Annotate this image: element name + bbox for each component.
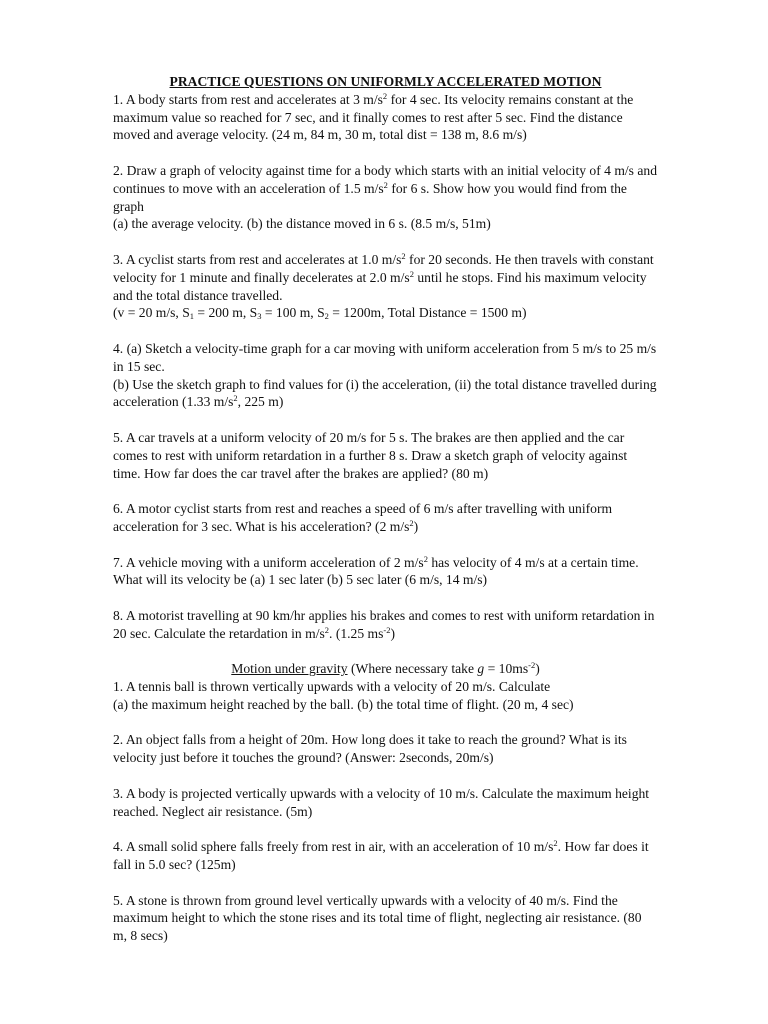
question-6 bbox=[113, 500, 658, 536]
question-subparts: (b) Use the sketch graph to find values for (i) the acceleration, (ii) the total distance travelled during acceleration (1.33 $m/s^2$, 225 m) bbox=[113, 376, 657, 410]
question-subparts: (a) the average velocity. (b) the distance moved in 6 s. (8.5 m/s, 51m) bbox=[113, 216, 491, 232]
gravity-question-3 bbox=[113, 785, 658, 821]
gravity-question-2 bbox=[113, 731, 658, 767]
question-text: 6. A motor cyclist starts from rest and reaches a speed of 6 m/s after travelling with uniform acceleration for 3 sec. What is his acceleration? (2 $m/s^2$) bbox=[113, 501, 613, 534]
question-text: 4. (a) Sketch a velocity-time graph for a car moving with uniform acceleration from 5 m/s to 25 m/s in 15 sec. bbox=[113, 340, 657, 374]
gravity-question-1 bbox=[113, 678, 658, 714]
question-5 bbox=[113, 429, 658, 482]
question-text: 1. A body starts from rest and accelerates at 3 $m/s^2$ for 4 sec. Its velocity remains constant at the maximum value so reached for 7 sec, and it finally comes to rest after 5 sec. Find the distance moved and average velocity. (24 m, 84 m, 30 m, total dist = 138 m, 8.6 m/s) bbox=[113, 90, 634, 143]
question-3 bbox=[113, 251, 658, 322]
question-subparts: (a) the maximum height reached by the ball. (b) the total time of flight. (20 m, 4 sec) bbox=[113, 696, 574, 712]
question-text: 1. A tennis ball is thrown vertically upwards with a velocity of 20 m/s. Calculate bbox=[113, 679, 551, 695]
question-4 bbox=[113, 340, 658, 411]
question-text: 2. An object falls from a height of 20m. How long does it take to reach the ground? What is its velocity just before it touches the ground? (Answer: 2seconds, 20m/s) bbox=[113, 732, 627, 766]
question-text: 3. A body is projected vertically upwards with a velocity of 10 m/s. Calculate the maximum height reached. Neglect air resistance. (5m) bbox=[113, 785, 650, 819]
page-title: PRACTICE QUESTIONS ON UNIFORMLY ACCELERATED MOTION bbox=[169, 74, 602, 89]
gravity-question-4 bbox=[113, 838, 658, 874]
question-text: 5. A stone is thrown from ground level vertically upwards with a velocity of 40 m/s. Find the maximum height to which the stone rises and its total time of flight, neglecting air resistance. (80 m, 8 secs) bbox=[113, 892, 642, 944]
document-page bbox=[113, 73, 658, 963]
question-7 bbox=[113, 554, 658, 590]
question-8 bbox=[113, 607, 658, 643]
question-2 bbox=[113, 162, 658, 233]
question-answer: (v = 20 m/s, $S_1 = 200$ m, $S_3 = 100$ m, $S_2 = 1200m$, Total Distance = 1500 m) bbox=[113, 305, 527, 322]
section-heading-label: Motion under gravity bbox=[231, 661, 348, 677]
question-text: 2. Draw a graph of velocity against time for a body which starts with an initial velocity of 4 m/s and continues to move with an acceleration of 1.5 $m/s^2$ for 6 s. Show how you would find from the graph bbox=[113, 162, 657, 214]
question-text: 8. A motorist travelling at 90 km/hr applies his brakes and comes to rest with uniform retardation in 20 sec. Calculate the retardation in $m/s^2$. (1.25 $ms^{-2}$) bbox=[113, 607, 655, 641]
question-text: 7. A vehicle moving with a uniform acceleration of 2 $m/s^2$ has velocity of 4 m/s at a certain time. What will its velocity be (a) 1 sec later (b) 5 sec later (6 m/s, 14 m/s) bbox=[113, 553, 639, 588]
question-text: 3. A cyclist starts from rest and accelerates at 1.0 $m/s^2$ for 20 seconds. He then travels with constant velocity for 1 minute and finally decelerates at 2.0 $m/s^2$ until he stops. Find his maximum velocity and the total distance travelled. bbox=[113, 250, 654, 303]
gravity-question-5 bbox=[113, 892, 658, 945]
question-1 bbox=[113, 91, 658, 144]
section-heading-gravity: Motion under gravity (Where necessary take $g = 10ms^{-2}$) bbox=[231, 660, 540, 677]
question-text: 5. A car travels at a uniform velocity of 20 m/s for 5 s. The brakes are then applied and the car comes to rest with uniform retardation in a further 8 s. Draw a sketch graph of velocity against time. How far does the car travel after the brakes are applied? (80 m) bbox=[113, 429, 628, 481]
question-text: 4. A small solid sphere falls freely from rest in air, with an acceleration of 10 $m/s^2$. How far does it fall in 5.0 sec? (125m) bbox=[113, 838, 649, 873]
